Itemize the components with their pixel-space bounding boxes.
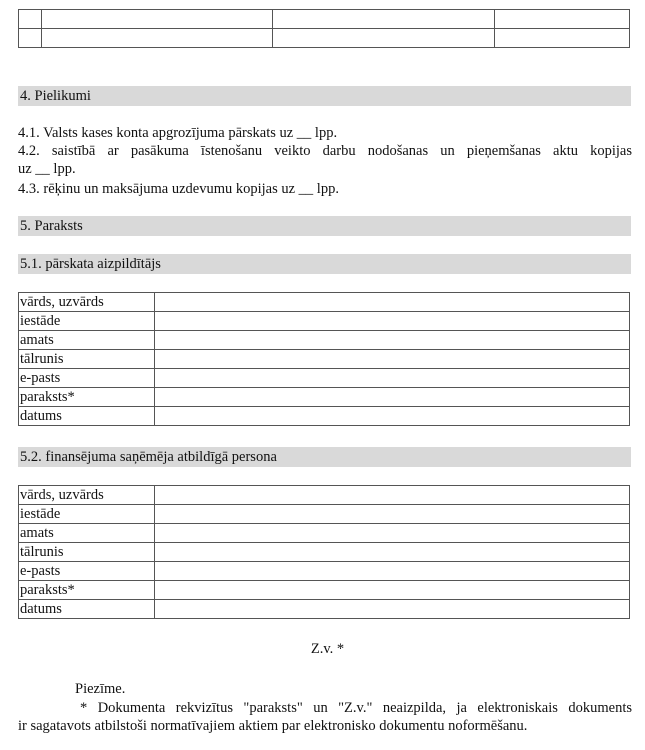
field-label: paraksts*	[19, 581, 155, 600]
table-cell	[19, 29, 42, 48]
field-label: amats	[19, 331, 155, 350]
item-4-1: 4.1. Valsts kases konta apgrozījuma pārskats uz __ lpp.	[18, 125, 338, 141]
top-table	[18, 9, 630, 48]
field-value-cell[interactable]	[155, 543, 630, 562]
table-row	[19, 312, 630, 331]
note-title: Piezīme.	[75, 681, 126, 697]
field-value-cell[interactable]	[155, 562, 630, 581]
table-row	[19, 350, 630, 369]
table-row	[19, 486, 630, 505]
field-value-cell[interactable]	[155, 369, 630, 388]
field-label: datums	[19, 407, 155, 426]
note-line-2: ir sagatavots atbilstoši normatīvajiem aktiem par elektronisko dokumentu noformēšanu.	[18, 718, 528, 734]
table-cell	[273, 10, 495, 29]
section-4-heading: 4. Pielikumi	[18, 86, 631, 106]
field-label: vārds, uzvārds	[19, 293, 155, 312]
section-5-1-heading: 5.1. pārskata aizpildītājs	[18, 254, 631, 274]
field-value-cell[interactable]	[155, 312, 630, 331]
note-line-1: * Dokumenta rekvizītus "paraksts" un "Z.v." neaizpilda, ja elektroniskais dokuments	[80, 700, 632, 716]
field-value-cell[interactable]	[155, 486, 630, 505]
table-row	[19, 600, 630, 619]
field-label: e-pasts	[19, 369, 155, 388]
table-cell	[42, 10, 273, 29]
table-cell	[19, 10, 42, 29]
field-value-cell[interactable]	[155, 350, 630, 369]
field-value-cell[interactable]	[155, 407, 630, 426]
table-row	[19, 369, 630, 388]
zv-label: Z.v. *	[310, 641, 345, 657]
field-label: iestāde	[19, 312, 155, 331]
field-value-cell[interactable]	[155, 388, 630, 407]
table-row	[19, 505, 630, 524]
section-5-2-heading: 5.2. finansējuma saņēmēja atbildīgā persona	[18, 447, 631, 467]
section-5-heading: 5. Paraksts	[18, 216, 631, 236]
item-4-2: 4.2. saistībā ar pasākuma īstenošanu veikto darbu nodošanas un pieņemšanas aktu kopijas	[18, 143, 632, 159]
field-label: tālrunis	[19, 350, 155, 369]
table-cell	[273, 29, 495, 48]
field-value-cell[interactable]	[155, 331, 630, 350]
table-cell	[495, 29, 630, 48]
field-label: vārds, uzvārds	[19, 486, 155, 505]
field-value-cell[interactable]	[155, 524, 630, 543]
table-cell	[42, 29, 273, 48]
table-row	[19, 388, 630, 407]
table-row	[19, 562, 630, 581]
field-label: tālrunis	[19, 543, 155, 562]
table-row	[19, 29, 630, 48]
table-row	[19, 10, 630, 29]
field-label: e-pasts	[19, 562, 155, 581]
field-label: iestāde	[19, 505, 155, 524]
signature-table-2	[18, 485, 630, 619]
field-value-cell[interactable]	[155, 505, 630, 524]
table-row	[19, 581, 630, 600]
table-row	[19, 293, 630, 312]
field-label: amats	[19, 524, 155, 543]
item-4-3: 4.3. rēķinu un maksājuma uzdevumu kopijas uz __ lpp.	[18, 181, 339, 197]
table-row	[19, 543, 630, 562]
field-value-cell[interactable]	[155, 293, 630, 312]
field-value-cell[interactable]	[155, 600, 630, 619]
field-value-cell[interactable]	[155, 581, 630, 600]
table-row	[19, 331, 630, 350]
signature-table-1	[18, 292, 630, 426]
field-label: paraksts*	[19, 388, 155, 407]
table-cell	[495, 10, 630, 29]
table-row	[19, 524, 630, 543]
field-label: datums	[19, 600, 155, 619]
item-4-2-cont: uz __ lpp.	[18, 161, 76, 177]
table-row	[19, 407, 630, 426]
